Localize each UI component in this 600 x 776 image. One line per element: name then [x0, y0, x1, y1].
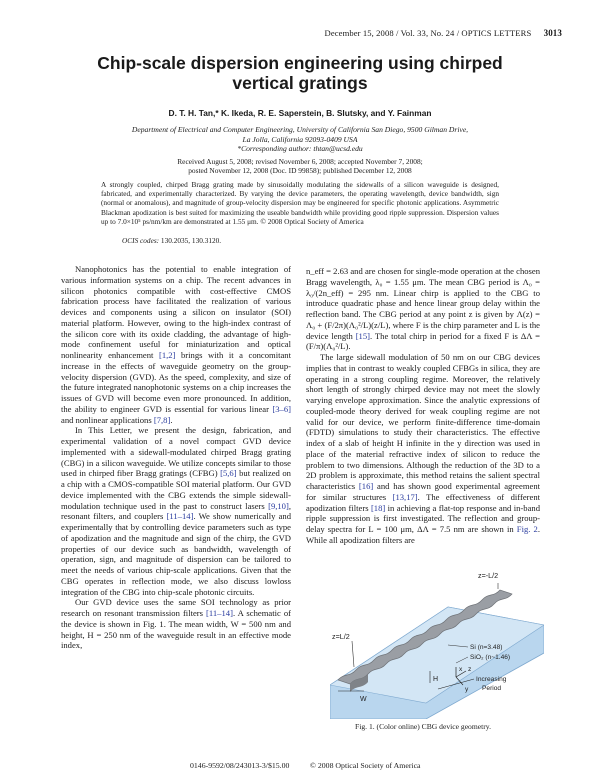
citation-link[interactable]: [7,8]: [153, 414, 171, 425]
paragraph: n_eff = 2.63 and are chosen for single-mode operation at the chosen Bragg wavelength, λ₀ = 1.55 μm. The mean CBG period is Λ₀ = λ₀/(2n_eff) = 295 nm. Linear chirp is applied to the CBG to introduce quadratic phase and hence linear group delay within the reflection band. The CBG period at any point z is given by Λ(z) = Λ₀ + (F/2π)(Λ₀²/L)(z/L), where F is the chirp parameter and L is the device length [15]. The total chirp in period for a fixed F is ΔΛ = (F/π)(Λ₀²/L).: [306, 266, 540, 352]
citation-link[interactable]: [15]: [355, 330, 371, 341]
corresponding-author: *Corresponding author: thtan@ucsd.edu: [237, 144, 363, 154]
paragraph: In This Letter, we present the design, fabrication, and experimental validation of a novel compact GVD device implemented with a sidewall-modulated chirped Bragg grating (CBG) in a silicon waveguide. We utilize concepts similar to those used in chirped fiber Bragg gratings (CFBG) [5,6] but realized on a chip with a CMOS-compatible SOI material platform. Our GVD device implemented with the CBG extends the simple sidewall-modulation technique used in the past to construct lasers [9,10], resonant filters, and couplers [11–14]. We show numerically and experimentally that by controlling device parameters such as type of apodization and the magnitude and sign of the chirp, the GVD properties of our device such as bandwidth, wavelength of operation, sign, and magnitude of dispersion can be tailored to meet the needs of various chip-scale applications. Given that the CBG operates in reflection mode, we also discuss lowloss integration of the CBG into chip-scale photonic circuits.: [61, 425, 292, 597]
citation-link[interactable]: [9,10]: [268, 500, 289, 511]
figure-link[interactable]: Fig. 2: [516, 524, 538, 534]
ocis-label: OCIS codes:: [122, 236, 160, 245]
citation-link[interactable]: [5,6]: [220, 468, 237, 479]
increasing-label: Increasing: [476, 676, 507, 683]
axis-z-label: z: [468, 666, 472, 673]
citation-link[interactable]: [13,17]: [392, 491, 418, 502]
period-label: Period: [482, 685, 502, 692]
affiliation-line-2: La Jolla, California 92093-0409 USA: [242, 134, 358, 144]
author-list: D. T. H. Tan,* K. Ikeda, R. E. Saperstein, B. Slutsky, and Y. Fainman: [168, 108, 432, 118]
cbg-geometry-diagram: [330, 567, 544, 719]
citation-link[interactable]: [11–14]: [206, 608, 233, 618]
axis-x-label: x: [459, 666, 463, 673]
citation-link[interactable]: [1,2]: [158, 350, 176, 360]
citation-link[interactable]: [16]: [358, 481, 374, 491]
ocis-codes: [122, 236, 221, 245]
abstract: A strongly coupled, chirped Bragg grating made by sinusoidally modulating the sidewalls of a silicon waveguide is designed, fabricated, and experimentally characterized. By varying the device parameters, the operating wavelength, device bandwidth, sign (normal or anomalous), and magnitude of group-velocity dispersion may be engineered for specific photonic applications. Asymmetric Blackman apodization is best suited for maximizing the useable bandwidth while providing good ripple suppression. Dispersion values up to 7.0×10⁵ ps/nm/km are demonstrated at 1.55 μm. © 2008 Optical Society of America: [101, 180, 499, 226]
axis-y-label: y: [465, 686, 469, 693]
sio2-label: SiO₂ (n~1.46): [470, 654, 511, 661]
page-number: 3013: [543, 28, 562, 38]
body-column-left: [61, 264, 291, 651]
paragraph: Our GVD device uses the same SOI technology as prior research on resonant transmission filters [11–14]. A schematic of the device is shown in Fig. 1. The mean width, W = 500 nm and height, H = 250 nm of the waveguide result in an effective mode index,: [61, 597, 291, 651]
si-label: Si (n=3.48): [470, 644, 503, 651]
dates-line-1: Received August 5, 2008; revised November 6, 2008; accepted November 7, 2008;: [177, 157, 423, 166]
height-label: H: [433, 676, 439, 683]
paragraph: The large sidewall modulation of 50 nm on our CBG devices implies that in contrast to weakly coupled CFBGs in silica, they are operating in a strong coupling regime. Moreover, the relatively short length of strongly chirped device may not meet the slowly varying envelope approximation. Since the analytic expressions of coupled-mode theory derived for weak coupling regime are not valid for our device, we perform finite-difference time-domain (FDTD) simulations to study their characteristics. The effective index of a slab of height H infinite in the y direction was used in place of the material refractive index of silicon to reduce the problem to two dimensions. Although the reduction of the 3D to a 2D problem is approximate, this method retains the salient spectral characteristics [16] and has shown good experimental agreement for similar structures [13,17]. The effectiveness of different apodization filters [18] in achieving a flat-top response and in-band ripple suppression is first investigated. The reflection and group-delay spectra for L = 100 μm, ΔΛ = 7.5 nm are shown in Fig. 2. While all apodization filters are: [306, 352, 541, 545]
issn-price: 0146-9592/08/243013-3/$15.00: [190, 761, 290, 770]
citation-link[interactable]: [11–14]: [166, 511, 194, 522]
z-top-label: z=-L/2: [478, 571, 499, 580]
paper-title-line-2: vertical gratings: [232, 73, 368, 93]
footer-copyright: © 2008 Optical Society of America: [310, 761, 421, 770]
paper-title-line-1: Chip-scale dispersion engineering using chirped: [97, 53, 503, 73]
affiliation: [80, 125, 520, 154]
figure-1: [330, 567, 544, 719]
running-head: [325, 28, 562, 38]
z-left-pointer: [352, 641, 354, 667]
publication-dates: [80, 157, 520, 176]
paragraph: Nanophotonics has the potential to enable integration of various information systems on a chip. The recent advances in silicon photonics compatible with cost-effective CMOS fabrication process have facilitated the realization of various devices and components using a silicon on insulator (SOI) material platform. However, owing to the high-index contrast of the silicon core with its oxide cladding, the advantage of high-mode confinement useful for miniaturization and optical nonlinearity enhancement [1,2] brings with it a concomitant increase in the effects of waveguide geometry on the group-velocity dispersion (GVD). As the speed, complexity, and size of the future integrated nanophotonic systems on a chip increases the issues of GVD will become even more pronounced. In addition, the ability to engineer GVD is essential for various linear [3–6] and nonlinear applications [7,8].: [61, 264, 291, 425]
body-column-right: [306, 266, 540, 546]
paper-title: [60, 53, 540, 93]
z-left-label: z=L/2: [332, 632, 350, 641]
citation-link[interactable]: [3–6]: [272, 403, 291, 414]
ocis-code-list: 130.2035, 130.3120.: [160, 236, 222, 245]
citation-link[interactable]: [18]: [370, 502, 386, 513]
width-label: W: [360, 696, 367, 703]
figure-caption: Fig. 1. (Color online) CBG device geometry.: [355, 722, 491, 731]
affiliation-line-1: Department of Electrical and Computer Engineering, University of California San Diego, 9500 Gilman Drive,: [131, 125, 469, 134]
dates-line-2: posted November 12, 2008 (Doc. ID 99858); published December 12, 2008: [188, 166, 412, 176]
running-head-text: December 15, 2008 / Vol. 33, No. 24 / OPTICS LETTERS: [324, 28, 532, 38]
